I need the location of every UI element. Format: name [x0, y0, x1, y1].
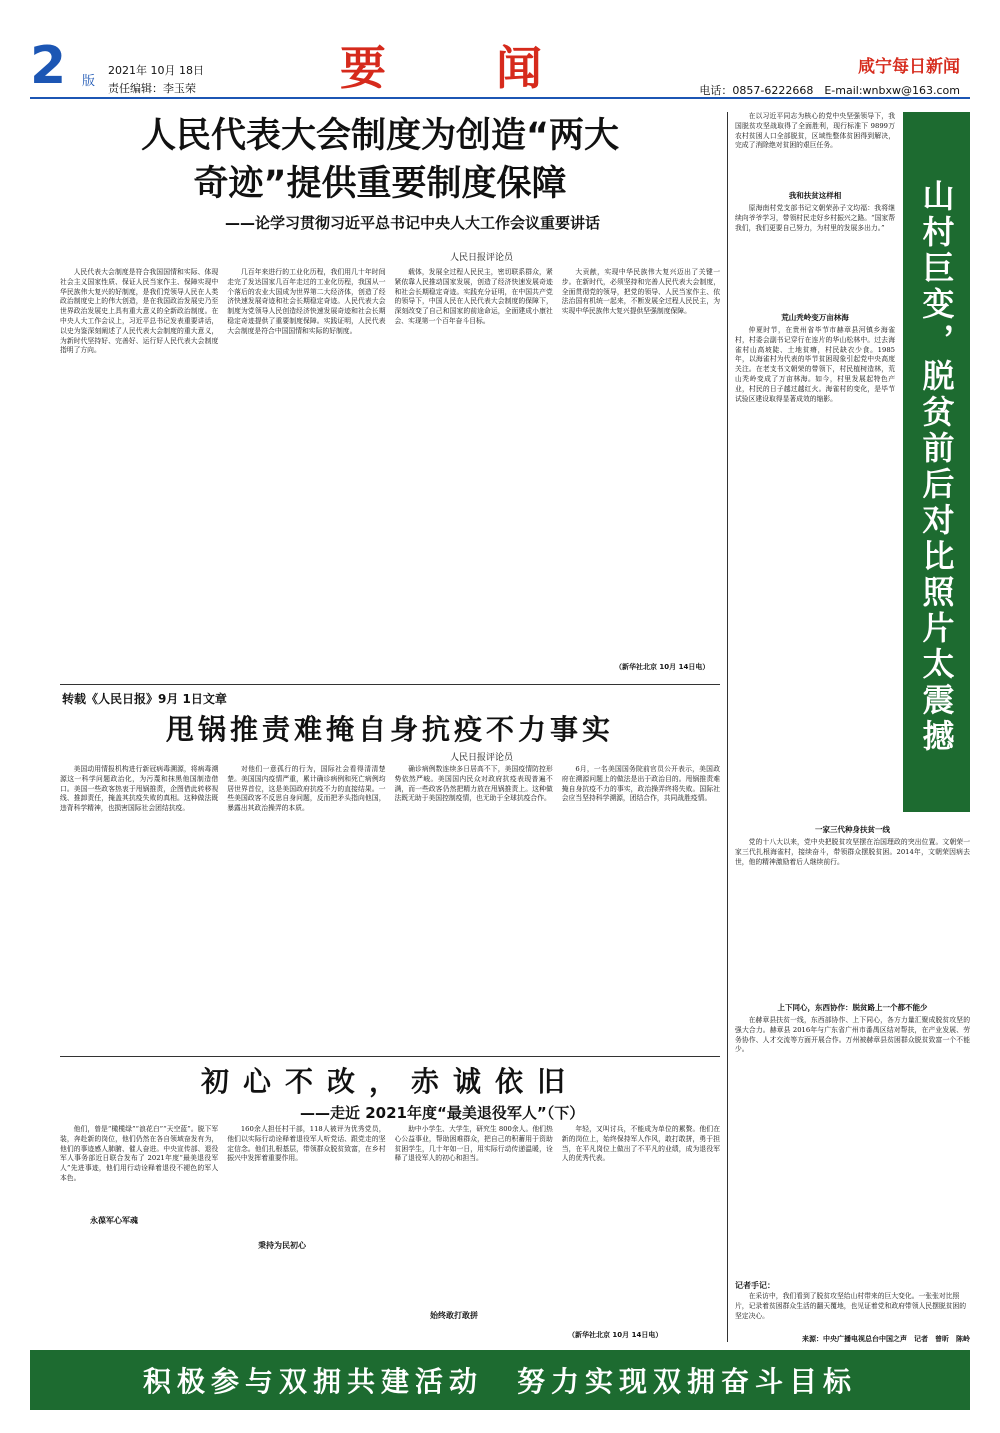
article3-headline: 初心不改，赤诚依旧	[200, 1065, 579, 1098]
column-divider	[727, 112, 728, 1342]
article3-subhead: ——走近 2021年度“最美退役军人”（下）	[300, 1104, 585, 1122]
section-title: 要闻	[340, 41, 652, 95]
article3-section-heading: 始终敢打敢拼	[430, 1311, 478, 1320]
article3-column: 年轻，又叫讨兵，不能成为单位的累赘。他们在新的岗位上，始终保持军人作风，敢打敢拼，勇于担当，在平凡岗位上做出了不平凡的业绩，成为退役军人的优秀代表。	[561, 1125, 720, 1163]
article3-column: 他们，曾是“橄榄绿”“浪花白”“天空蓝”。脱下军装，奔赴新的岗位，他们仍然在各自领域奋发有为，他们的事迹感人肺腑、催人奋进。中央宣传部、退役军人事务部近日联合发布了 2021年度“最美退役军人”先进事迹，他们用行动诠释着退役不褪色的军人本色。	[60, 1125, 219, 1182]
article3-section-heading: 秉持为民初心	[258, 1241, 306, 1250]
article1-subhead: ——论学习贯彻习近平总书记中央人大工作会议重要讲话	[225, 214, 601, 232]
page-number: 2	[30, 36, 67, 96]
masthead-rule	[30, 97, 970, 99]
article1-column: 载体，发展全过程人民民主，密切联系群众，紧紧依靠人民推动国家发展，创造了经济快速发展奇迹和社会长期稳定奇迹。实践充分证明，在中国共产党的领导下，中国人民在人民代表大会制度的保障下，深刻改变了自己和国家的前途命运，全面建成小康社会、实现第一个百年奋斗目标。	[394, 268, 553, 325]
article2-column: 6月，一名美国国务院前官员公开表示，美国政府在溯源问题上的做法是出于政治目的。甩锅推责难掩自身抗疫不力的事实，政治操弄终将失败。国际社会应当坚持科学溯源，团结合作，共同战胜疫情。	[561, 765, 720, 803]
article1-headline-line2: 奇迹”提供重要制度保障	[193, 164, 567, 204]
reporter-notes-title: 记者手记：	[735, 1281, 775, 1290]
article4-lead: 在以习近平同志为核心的党中央坚强领导下，我国脱贫攻坚战取得了全面胜利，现行标准下 9899万农村贫困人口全部脱贫，区域性整体贫困得到解决，完成了消除绝对贫困的艰巨任务。	[735, 112, 895, 150]
editor-credit: 责任编辑：李玉荣	[108, 82, 196, 95]
article1-column: 大贡献，实现中华民族伟大复兴迈出了关键一步。在新时代，必须坚持和完善人民代表大会制度，全面贯彻党的领导，把党的领导、人民当家作主、依法治国有机统一起来，不断发展全过程人民民主，为实现中华民族伟大复兴提供坚强制度保障。	[561, 268, 720, 316]
article4-vertical-title: 山村巨变，脱贫前后对比照片太震撼	[903, 112, 970, 812]
article2-column: 确诊病例数连续多日居高不下，美国疫情防控形势依然严峻。美国国内民众对政府抗疫表现普遍不满，而一些政客仍然把精力放在甩锅推责上。这种做法既无助于美国控制疫情，也无助于全球抗疫合作。	[394, 765, 553, 803]
article4-section-heading: 一家三代种身扶贫一线	[815, 825, 890, 834]
article2-column: 美国动用情报机构进行新冠病毒溯源，将病毒溯源这一科学问题政治化，为污蔑和抹黑他国制造借口。美国一些政客热衷于甩锅推责，企图借此转移视线、推卸责任，掩盖其抗疫失败的真相。这种做法既违背科学精神，也损害国际社会团结抗疫。	[60, 765, 219, 813]
article3-section-heading: 永葆军心军魂	[90, 1216, 138, 1225]
article4-section-heading: 我和扶贫这样相	[788, 191, 842, 200]
article2-column: 对他们一意孤行的行为，国际社会看得清清楚楚。美国国内疫情严重，累计确诊病例和死亡病例均居世界首位，这是美国政府抗疫不力的直接结果。一些美国政客不反思自身问题，反而把矛头指向他国，暴露出其政治操弄的本质。	[227, 765, 386, 813]
article1-body	[60, 268, 720, 678]
article4-text: 原海南村党支部书记文朝荣孙子文均福：我将继续向爷爷学习，带领村民走好乡村振兴之路。“国家帮我们，我们更要自己努力，为村里的发展多出力。”	[735, 204, 895, 232]
reporter-notes-text: 在采访中，我们看到了脱贫攻坚给山村带来的巨大变化。一张张对比照片，记录着贫困群众生活的翻天覆地，也见证着党和政府带领人民摆脱贫困的坚定决心。	[735, 1292, 967, 1320]
article2-byline: 人民日报评论员	[450, 753, 514, 763]
article1-column: 人民代表大会制度是符合我国国情和实际、体现社会主义国家性质、保证人民当家作主、保障实现中华民族伟大复兴的好制度，是我们党领导人民在人类政治制度史上的伟大创造，是在我国政治发展史乃至世界政治发展史上具有重大意义的全新政治制度。在中央人大工作会议上，习近平总书记发表重要讲话，以史为鉴深刻阐述了人民代表大会制度的重大意义，为新时代坚持好、完善好、运行好人民代表大会制度指明了方向。	[60, 268, 219, 355]
article1-column: 几百年来进行的工业化历程，我们用几十年时间走完了发达国家几百年走过的工业化历程，我国从一个落后的农业大国成为世界第二大经济体，创造了经济快速发展奇迹和社会长期稳定奇迹。人民代表大会制度为党领导人民创造经济快速发展奇迹和社会长期稳定奇迹提供了重要制度保障。实践证明，人民代表大会制度是符合中国国情和实际的好制度。	[227, 268, 386, 335]
article-divider	[60, 684, 720, 685]
article1-headline-line1: 人民代表大会制度为创造“两大	[140, 116, 619, 156]
article4-source: 来源：中央广播电视总台中国之声 记者 曾昕 陈岭	[802, 1335, 970, 1343]
paper-name: 咸宁每日新闻	[858, 57, 960, 77]
article2-headline: 甩锅推责难掩自身抗疫不力事实	[165, 713, 614, 746]
bottom-banner: 积极参与双拥共建活动 努力实现双拥奋斗目标	[30, 1350, 970, 1410]
article3-column: 160余人担任村干部，118人被评为优秀党员，他们以实际行动诠释着退役军人听党话、跟党走的坚定信念。他们扎根基层，带领群众脱贫致富，在乡村振兴中发挥着重要作用。	[227, 1125, 386, 1163]
article1-byline: 人民日报评论员	[450, 253, 514, 263]
article4	[735, 112, 970, 1342]
article4-text: 仲夏时节，在贵州省毕节市赫章县河镇乡海雀村，村委会副书记穿行在连片的华山松林中。过去海雀村山高坡陡、土地贫瘠，村民缺衣少食。1985年，以海雀村为代表的毕节贫困现象引起党中央高度关注。在老支书文朝荣的带领下，村民植树造林，荒山秃岭变成了万亩林海。如今，村里发展起特色产业，村民的日子越过越红火。海雀村的变化，是毕节试验区建设取得显著成效的缩影。	[735, 326, 895, 403]
article1-headline	[60, 112, 700, 208]
contact-info: 电话：0857-6222668 E-mail:wnbxw@163.com	[699, 84, 960, 97]
article4-text: 党的十八大以来，党中央把脱贫攻坚摆在治国理政的突出位置。文朝荣一家三代扎根海雀村，接续奋斗，带领群众摆脱贫困。2014年，文朝荣因病去世，他的精神激励着后人继续前行。	[735, 838, 970, 866]
article4-section-heading: 荒山秃岭变万亩林海	[781, 313, 849, 322]
issue-date: 2021年 10月 18日	[108, 64, 204, 77]
page-unit: 版	[82, 74, 96, 89]
masthead	[0, 0, 1000, 100]
article3-source: （新华社北京 10月 14日电）	[568, 1331, 663, 1339]
article1-source: （新华社北京 10月 14日电）	[615, 663, 710, 671]
article2-reprint-note: 转载《人民日报》9月 1日文章	[62, 692, 227, 706]
article2-body	[60, 765, 720, 1055]
article4-text: 在赫章县扶贫一线，东西部协作、上下同心，各方力量汇聚成脱贫攻坚的强大合力。赫章县 2016年与广东省广州市番禺区结对帮扶，在产业发展、劳务协作、人才交流等方面开展合作。万州被赫章县贫困群众脱贫致富一个不能少。	[735, 1016, 970, 1054]
article3-column: 助中小学生、大学生，研究生 800余人。他们热心公益事业，帮助困难群众，把自己的积蓄用于资助贫困学生，几十年如一日，用实际行动传递温暖，诠释了退役军人的初心和担当。	[394, 1125, 553, 1163]
article4-section-heading: 上下同心，东西协作：脱贫路上一个都不能少	[777, 1003, 928, 1012]
article-divider	[60, 1056, 720, 1057]
article3-body	[60, 1125, 720, 1340]
